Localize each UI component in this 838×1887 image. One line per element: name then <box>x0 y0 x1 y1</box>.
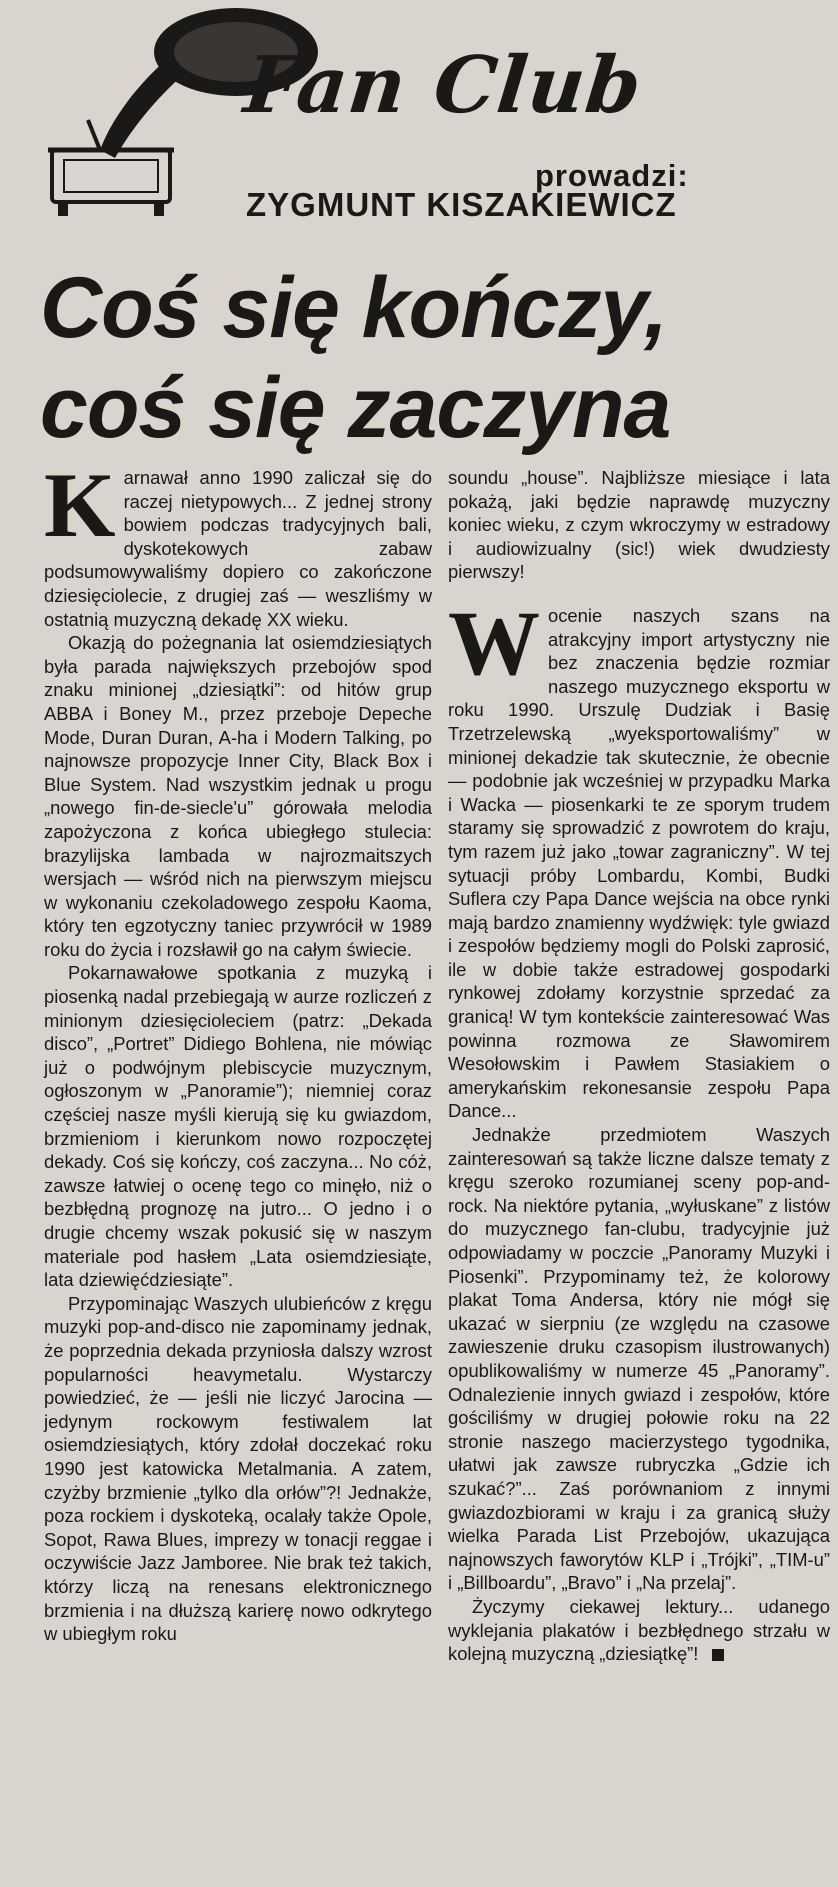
paragraph-text: ocenie naszych szans na atrakcyjny import artystyczny nie bez znaczenia będzie rozmiar naszego muzycznego eksportu w roku 1990. Urszulę Dudziak i Basię Trzetrzelewską „wyeksportowaliśmy” w minionej dekadzie tak skutecznie, że obecnie — podobnie jak wcześniej w przypadku Marka i Wacka — piosenkarki te ze sporym trudem staramy się sprowadzić z powrotem do kraju, tym razem już jako „towar zagraniczny”. W tej sytuacji próby Lombardu, Kombi, Budki Suflera czy Papa Dance wejścia na obce rynki mają bardzo znamienny wydźwięk: tyle gwiazd i zespołów będziemy mogli do Polski zaprosić, ile w dobie także estradowej gospodarki rynkowej zdołamy korzystnie sprzedać za granicą! W tym kontekście zainteresować Was powinna rozmowa ze Sławomirem Wesołowskim i Pawłem Stasiakiem o amerykańskim rekonesansie zespołu Papa Dance... <box>448 604 830 1122</box>
paragraph: Przypominając Waszych ulubieńców z kręgu muzyki pop-and-disco nie zapominamy jednak, że poprzednia dekada przyniosła dalszy wzrost popularności heavymetalu. Wystarczy powiedzieć, że — jeśli nie liczyć Jarocina — jedynym rockowym festiwalem lat osiemdziesiątych, który zdołał doczekać roku 1990 jest katowicka Metalmania. A zatem, czyżby brzmienie „tylko dla orłów”?! Jednakże, poza rockiem i dyskoteką, ocalały także Opole, Sopot, Rawa Blues, imprezy w tonacji reggae i oczywiście Jazz Jamboree. Nie brak też takich, którzy liczą na renesans elektronicznego brzmienia i na dłuższą karierę nowo odkrytego w ubiegłym roku <box>44 1292 432 1645</box>
drop-cap: K <box>44 454 116 556</box>
drop-cap: W <box>448 591 540 694</box>
article-column-right <box>448 466 830 1666</box>
paragraph <box>44 454 432 631</box>
paragraph <box>448 1595 830 1666</box>
end-mark-icon <box>712 1649 724 1661</box>
paragraph: Pokarnawałowe spotkania z muzyką i piosenką nadal przebiegają w aurze rozliczeń z minionym dziesięcioleciem (patrz: „Dekada disco”, „Portret” Didiego Bohlena, nie mówiąc już o podwójnym plebiscycie muzycznym, ogłoszonym w „Panoramie”); niemniej coraz częściej nasze myśli kierują się ku gwiazdom, brzmieniom i kierunkom nowo rozpoczętej dekady. Coś się kończy, coś zaczyna... No cóż, zawsze łatwiej o ocenę tego co minęło, niż o bezbłędną prognozę na jutro... O jedno i o drugie chcemy wszak pokusić się w naszym materiale pod hasłem „Lata osiemdziesiąte, lata dziewięćdziesiąte”. <box>44 962 432 1291</box>
paragraph-text: Życzymy ciekawej lektury... udanego wyklejania plakatów i bezbłędnego strzału w kolejną muzyczną „dziesiątkę”! <box>448 1595 830 1665</box>
headline <box>40 258 800 458</box>
paragraph-text: arnawał anno 1990 zaliczał się do raczej nietypowych... Z jednej strony bowiem podczas tradycyjnych bali, dyskotekowych zabaw podsumowywaliśmy dopiero co zakończone dziesięciolecie, z drugiej zaś — weszliśmy w ostatnią muzyczną dekadę XX wieku. <box>44 467 432 630</box>
headline-line-2: coś się zaczyna <box>40 360 671 456</box>
article-column-left <box>44 454 432 1646</box>
editor-label: prowadzi: <box>535 158 689 193</box>
paragraph: Okazją do pożegnania lat osiemdziesiątych była parada największych przebojów spod znaku minionej „dziesiątki”: od hitów grup ABBA i Boney M., przez przeboje Depeche Mode, Duran Duran, A-ha i Modern Talking, po najnowsze propozycje Inner City, Black Box i Blue System. Nad wszystkim jednak u progu „nowego fin-de-siecle'u” górowała melodia zapożyczona z końca ubiegłego stulecia: brazylijska lambada w najrozmaitszych wersjach — wśród nich na pierwszym miejscu w wykonaniu czekoladowego zespołu Kaoma, który ten egzotyczny taniec przywrócił w 1989 roku do życia i rozsławił go na całym świecie. <box>44 632 432 960</box>
paragraph <box>448 591 830 1123</box>
headline-line-1: Coś się kończy, <box>40 260 668 356</box>
logo-text: Fan Club <box>240 40 647 131</box>
paragraph: Jednakże przedmiotem Waszych zainteresowań są także liczne dalsze tematy z kręgu szeroko rozumianej sceny pop-and-rock. Na niektóre pytania, „wyłuskane” z listów do muzycznego fan-clubu, tradycyjnie już odpowiadamy w poczcie „Panoramy Muzyki i Piosenki”. Przypominamy też, że kolorowy plakat Toma Andersa, który nie mógł się ukazać w sierpniu (ze względu na czasowe zawieszenie druku czasopism ilustrowanych) opublikowaliśmy w numerze 45 „Panoramy”. Odnalezienie innych gwiazd i zespołów, które gościliśmy w drugiej połowie roku na 22 stronie naszego macierzystego tygodnika, ułatwi jak zawsze rubryczka „Gdzie ich szukać?”... Zaś porównaniom z innymi gwiazdozbiorami w kraju i za granicą służy wielka Parada List Przebojów, ukazująca najnowszych faworytów KLP i „Trójki”, „TIM-u” i „Billboardu”, „Bravo” i „Na przelaj”. <box>448 1124 830 1594</box>
paragraph-continuation: soundu „house”. Najbliższe miesiące i lata pokażą, jaki będzie naprawdę muzyczny koniec wieku, z czym wkroczymy w estradowy i audiowizualny (sic!) wiek dwudziesty pierwszy! <box>448 467 830 583</box>
editor-name: ZYGMUNT KISZAKIEWICZ <box>246 186 677 223</box>
